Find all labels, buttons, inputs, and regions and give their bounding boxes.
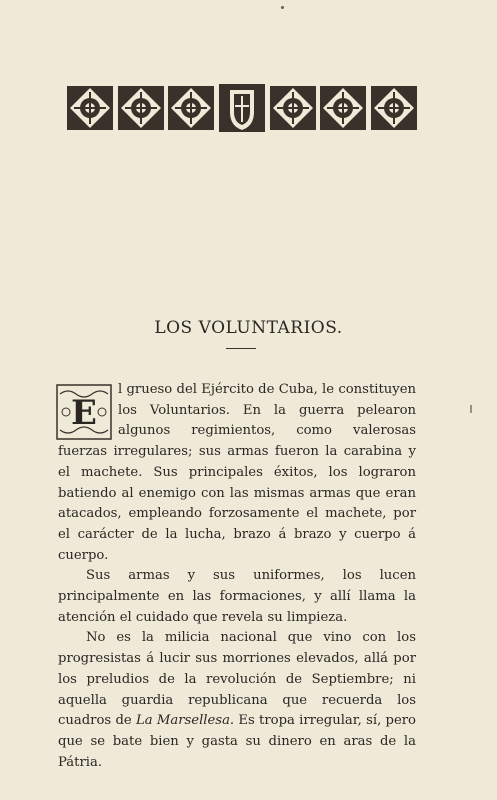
chapter-title: LOS VOLUNTARIOS. [154, 318, 343, 338]
ornament-tile-icon [66, 82, 114, 134]
paragraph-3-start: No es la milicia nacional que vino con los progresistas á lucir sus morriones elevados, allá por los preludios de la revolución de Septiembre; ni aquella guardia republicana que recuerda los cuadros de [58, 630, 416, 729]
paragraph-2: Sus armas y sus uniformes, los lucen principalmente en las formaciones, y allí llama la atención el cuidado que revela su limpieza. [58, 568, 416, 625]
body-text [58, 380, 416, 773]
ornament-tile-icon [167, 82, 215, 134]
paragraph-3-italic: La Marsellesa. [135, 713, 235, 729]
paragraph-3 [58, 628, 416, 773]
ornament-tile-icon [319, 82, 367, 134]
ornament-tile-icon [370, 82, 418, 134]
margin-mark [470, 405, 472, 413]
ornamental-header-band [66, 82, 418, 134]
paragraph-3-end: Es tropa irregular, sí, pero que se bate bien y gasta su dinero en aras de la Pátria. [58, 713, 417, 770]
decorated-initial-icon [56, 384, 112, 440]
ornament-tile-icon [117, 82, 165, 134]
ornament-tile-icon [269, 82, 317, 134]
svg-text:E: E [71, 393, 97, 433]
paragraph-1: l grueso del Ejército de Cuba, le constituyen los Voluntarios. En la guerra pelearon algunos regimientos, como valerosas fuerzas irregulares; sus armas fueron la carabina y el machete. Sus principales éxitos, los lograron batiendo al enemigo con las mismas armas que eran atacados, empleando forzosamente el machete, por el carácter de la lucha, brazo á brazo y cuerpo á cuerpo. [58, 382, 416, 563]
ornament-crest-icon [218, 82, 266, 134]
page-speck [281, 6, 284, 9]
title-rule [226, 348, 256, 349]
